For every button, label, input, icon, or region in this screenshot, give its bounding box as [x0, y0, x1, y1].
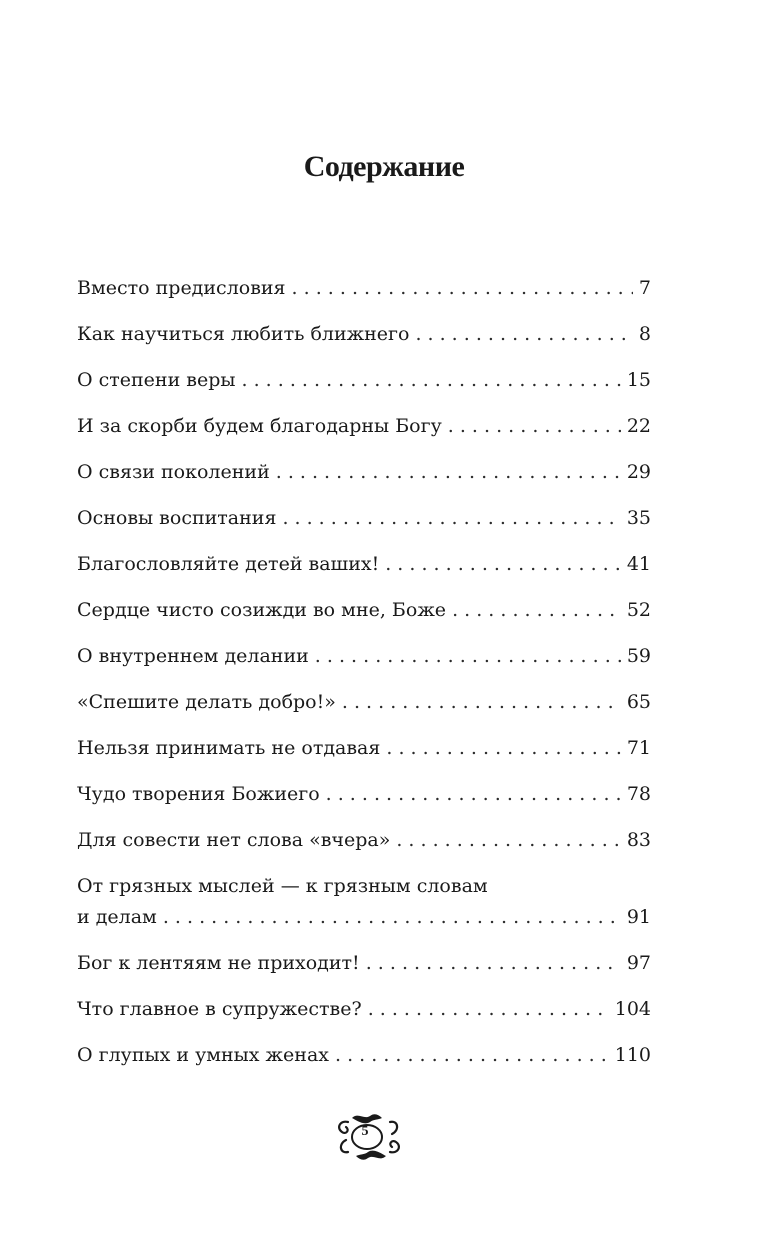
toc-entry — [77, 506, 651, 530]
toc-entry-title: Для совести нет слова «вчера» — [77, 829, 391, 851]
toc-entry — [77, 782, 651, 806]
dot-leader — [396, 828, 620, 852]
toc-entry — [77, 644, 651, 668]
page-title: Содержание — [303, 150, 465, 183]
dot-leader — [242, 368, 621, 392]
toc-entry-title: Благословляйте детей ваших! — [77, 553, 380, 575]
toc-entry-title: Что главное в супружестве? — [77, 998, 362, 1020]
dot-leader — [292, 276, 633, 300]
toc-entry-page: 15 — [626, 369, 651, 391]
toc-entry-page: 7 — [638, 277, 651, 299]
dot-leader — [282, 506, 620, 530]
toc-entry — [77, 598, 651, 622]
dot-leader — [326, 782, 621, 806]
toc-entry-page: 41 — [626, 553, 651, 575]
dot-leader — [335, 1043, 609, 1067]
dot-leader — [452, 598, 621, 622]
toc-entry-page: 71 — [626, 737, 651, 759]
toc-entry-title: О связи поколений — [77, 461, 270, 483]
page-number: 5 — [361, 1124, 369, 1139]
toc-entry-title: О глупых и умных женах — [77, 1044, 329, 1066]
toc-entry-page: 91 — [626, 906, 651, 928]
toc-entry — [77, 951, 651, 975]
toc-entry — [77, 552, 651, 576]
dot-leader — [448, 414, 621, 438]
table-of-contents — [77, 276, 651, 1089]
toc-entry-page: 22 — [626, 415, 651, 437]
toc-entry-title: Как научиться любить ближнего — [77, 323, 410, 345]
toc-entry — [77, 828, 651, 852]
toc-entry — [77, 1043, 651, 1067]
toc-entry-page: 104 — [614, 998, 651, 1020]
toc-entry — [77, 736, 651, 760]
toc-entry-title: Чудо творения Божиего — [77, 783, 320, 805]
toc-entry — [77, 276, 651, 300]
toc-entry-page: 35 — [626, 507, 651, 529]
dot-leader — [368, 997, 609, 1021]
toc-entry — [77, 690, 651, 714]
toc-entry — [77, 997, 651, 1021]
toc-entry-multiline — [77, 874, 651, 929]
toc-entry-title: Вместо предисловия — [77, 277, 286, 299]
dot-leader — [163, 905, 621, 929]
toc-entry — [77, 368, 651, 392]
toc-entry-page: 65 — [626, 691, 651, 713]
toc-entry-page: 8 — [638, 323, 651, 345]
dot-leader — [366, 951, 621, 975]
toc-entry-page: 110 — [614, 1044, 651, 1066]
toc-entry-page: 78 — [626, 783, 651, 805]
toc-entry-title: Нельзя принимать не отдавая — [77, 737, 381, 759]
toc-entry-title: Основы воспитания — [77, 507, 277, 529]
toc-entry-title: И за скорби будем благодарны Богу — [77, 415, 442, 437]
dot-leader — [415, 322, 632, 346]
toc-entry — [77, 414, 651, 438]
toc-entry-title-line1: От грязных мыслей — к грязным словам — [77, 875, 488, 897]
dot-leader — [386, 736, 620, 760]
toc-entry-page: 83 — [626, 829, 651, 851]
toc-entry-page: 29 — [626, 461, 651, 483]
toc-entry-title: О степени веры — [77, 369, 236, 391]
toc-entry-title: «Спешите делать добро!» — [77, 691, 336, 713]
toc-entry-page: 97 — [626, 952, 651, 974]
toc-entry-title: О внутреннем делании — [77, 645, 309, 667]
toc-entry-title: Бог к лентяям не приходит! — [77, 952, 360, 974]
dot-leader — [385, 552, 621, 576]
dot-leader — [342, 690, 621, 714]
toc-entry — [77, 460, 651, 484]
toc-entry-page: 52 — [626, 599, 651, 621]
toc-entry — [77, 322, 651, 346]
toc-entry-page: 59 — [626, 645, 651, 667]
toc-entry-title-line2: и делам — [77, 906, 157, 928]
toc-entry-title: Сердце чисто созижди во мне, Боже — [77, 599, 447, 621]
dot-leader — [276, 460, 621, 484]
dot-leader — [315, 644, 621, 668]
